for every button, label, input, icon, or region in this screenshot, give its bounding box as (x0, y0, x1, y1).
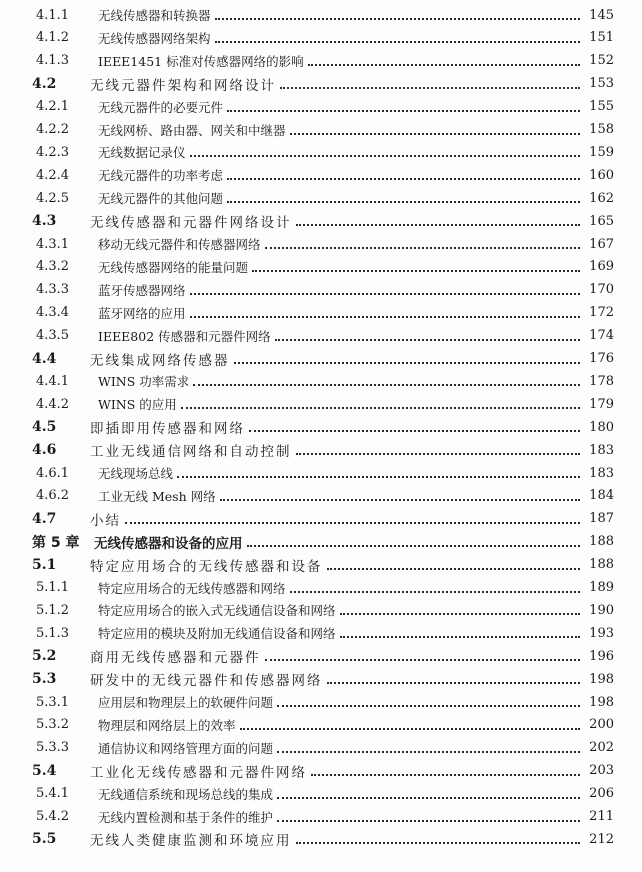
toc-entry[interactable] (0, 96, 642, 118)
toc-entry-page-number: 203 (589, 763, 614, 779)
toc-dot-leader (280, 87, 580, 89)
toc-entry[interactable] (0, 554, 642, 576)
toc-entry-page-number: 170 (589, 282, 614, 298)
toc-dot-leader (327, 568, 581, 570)
toc-dot-leader (227, 178, 580, 180)
toc-entry-title: 无线现场总线 (98, 466, 174, 481)
toc-entry-title: 特定应用的模块及附加无线通信设备和网络 (98, 626, 336, 642)
toc-entry-title: 无线元器件的功率考虑 (98, 168, 224, 184)
toc-entry-number: 4.3 (32, 213, 57, 230)
toc-dot-leader (290, 591, 580, 593)
toc-entry[interactable] (0, 141, 642, 163)
toc-entry-title: 无线传感器和元器件网络设计 (90, 215, 292, 232)
toc-entry-number: 5.5 (32, 831, 57, 848)
toc-entry-number: 5.4 (32, 762, 57, 779)
toc-entry-page-number: 145 (589, 7, 614, 23)
toc-entry-number: 4.3.3 (36, 282, 70, 298)
toc-entry-number: 4.5 (32, 419, 57, 436)
toc-entry-page-number: 152 (589, 53, 614, 69)
toc-entry-number: 4.1.2 (36, 30, 70, 46)
toc-entry-title: 物理层和网络层上的效率 (98, 717, 236, 733)
toc-entry[interactable] (0, 119, 642, 141)
toc-dot-leader (193, 384, 580, 386)
toc-entry-number: 4.6.1 (36, 465, 70, 481)
toc-dot-leader (220, 499, 580, 501)
toc-entry-number: 5.1.1 (36, 580, 70, 595)
toc-entry-page-number: 211 (589, 809, 614, 824)
toc-dot-leader (296, 453, 581, 455)
toc-entry-number: 5.3.2 (36, 717, 70, 733)
toc-entry-number: 4.1.3 (36, 53, 70, 69)
toc-entry-title: 无线元器件的其他问题 (98, 191, 224, 207)
toc-entry-number: 4.3.5 (36, 328, 70, 344)
toc-entry-page-number: 172 (589, 305, 614, 321)
toc-entry-page-number: 174 (589, 328, 614, 344)
toc-entry-page-number: 212 (589, 831, 614, 847)
toc-dot-leader (308, 64, 580, 66)
toc-entry-title: 无线传感器网络架构 (98, 30, 211, 46)
toc-entry[interactable] (0, 187, 642, 209)
toc-entry[interactable] (0, 73, 642, 95)
toc-dot-leader (277, 751, 580, 753)
toc-entry[interactable] (0, 508, 642, 530)
toc-entry-page-number: 198 (589, 694, 614, 710)
toc-entry[interactable] (0, 645, 642, 667)
toc-entry-page-number: 187 (589, 511, 614, 527)
toc-dot-leader (252, 270, 580, 272)
toc-entry-page-number: 198 (589, 671, 614, 687)
toc-entry[interactable] (0, 828, 642, 850)
toc-entry[interactable] (0, 462, 642, 484)
toc-dot-leader (190, 316, 580, 318)
toc-entry-title: 无线内置检测和基于条件的维护 (98, 809, 274, 825)
toc-entry[interactable] (0, 256, 642, 278)
toc-entry-title: 特定应用场合的无线传感器和网络 (98, 580, 286, 596)
toc-dot-leader (277, 820, 580, 822)
toc-dot-leader (340, 636, 580, 638)
toc-entry-number: 4.1.1 (36, 7, 70, 23)
toc-entry[interactable] (0, 348, 642, 370)
toc-dot-leader (296, 224, 581, 226)
toc-entry-number: 4.2.5 (36, 190, 70, 206)
toc-entry-number: 4.6 (32, 442, 57, 459)
toc-entry[interactable] (0, 531, 642, 553)
toc-entry-title: 无线元器件的必要元件 (98, 99, 224, 115)
toc-entry-title: 工业无线通信网络和自动控制 (90, 444, 292, 461)
toc-entry-page-number: 178 (589, 373, 614, 389)
toc-entry-title: 无线元器件架构和网络设计 (90, 77, 276, 94)
toc-entry-page-number: 202 (589, 740, 614, 756)
toc-entry-page-number: 155 (589, 99, 614, 115)
toc-entry-page-number: 180 (589, 419, 614, 435)
toc-entry[interactable] (0, 210, 642, 232)
toc-entry[interactable] (0, 27, 642, 49)
toc-entry[interactable] (0, 370, 642, 392)
toc-dot-leader (177, 476, 580, 478)
toc-entry-page-number: 200 (589, 717, 614, 733)
toc-entry-page-number: 188 (589, 557, 614, 573)
toc-entry-number: 4.2 (32, 75, 57, 92)
toc-entry-page-number: 153 (589, 76, 614, 92)
toc-entry-number: 4.4 (32, 350, 57, 367)
toc-entry-page-number: 184 (589, 488, 614, 504)
toc-entry-number: 4.4.1 (36, 373, 70, 389)
toc-dot-leader (311, 774, 580, 776)
toc-entry-page-number: 151 (589, 30, 614, 46)
toc-entry-title: 研发中的无线元器件和传感器网络 (90, 673, 323, 690)
toc-entry[interactable] (0, 485, 642, 507)
toc-entry[interactable] (0, 622, 642, 644)
toc-entry-number: 4.3.4 (36, 305, 70, 321)
toc-entry[interactable] (0, 599, 642, 621)
toc-entry-page-number: 196 (589, 648, 614, 664)
toc-entry-title: 蓝牙网络的应用 (98, 305, 186, 321)
toc-entry-page-number: 183 (589, 442, 614, 458)
toc-entry-page-number: 188 (589, 534, 614, 550)
toc-entry-number: 5.2 (32, 648, 57, 665)
toc-entry-page-number: 183 (589, 465, 614, 481)
toc-dot-leader (296, 842, 581, 844)
toc-entry[interactable] (0, 668, 642, 690)
toc-dot-leader (340, 613, 580, 615)
toc-entry[interactable] (0, 806, 642, 828)
toc-entry-title: IEEE802 传感器和元器件网络 (98, 328, 271, 344)
toc-entry-page-number: 159 (589, 144, 614, 160)
toc-entry-page-number: 162 (589, 190, 614, 206)
toc-entry[interactable] (0, 4, 642, 26)
toc-dot-leader (215, 18, 580, 20)
toc-entry[interactable] (0, 783, 642, 805)
toc-entry[interactable] (0, 577, 642, 599)
toc-entry-title: 无线数据记录仪 (98, 145, 186, 161)
toc-dot-leader (277, 705, 580, 707)
toc-entry-number: 4.2.3 (36, 144, 70, 160)
toc-entry-number: 5.4.2 (36, 809, 70, 824)
toc-dot-leader (190, 155, 580, 157)
toc-entry-page-number: 165 (589, 213, 614, 229)
toc-dot-leader (277, 797, 580, 799)
toc-entry-title: 无线通信系统和现场总线的集成 (98, 786, 274, 802)
toc-entry-page-number: 189 (589, 580, 614, 595)
toc-entry-title: 通信协议和网络管理方面的问题 (98, 740, 274, 756)
toc-entry-number: 4.3.1 (36, 236, 70, 252)
toc-entry-number: 4.2.1 (36, 99, 70, 115)
toc-dot-leader (227, 201, 580, 203)
toc-entry-page-number: 167 (589, 236, 614, 252)
toc-entry[interactable] (0, 737, 642, 759)
toc-entry-title: 商用无线传感器和元器件 (90, 650, 261, 667)
toc-entry[interactable] (0, 691, 642, 713)
toc-dot-leader (265, 247, 580, 249)
toc-entry-title: 工业无线 Mesh 网络 (98, 488, 216, 504)
toc-entry-number: 5.3.3 (36, 740, 70, 756)
toc-entry[interactable] (0, 760, 642, 782)
toc-dot-leader (275, 339, 580, 341)
toc-entry-page-number: 193 (589, 625, 614, 641)
toc-entry-title: 蓝牙传感器网络 (98, 282, 186, 298)
toc-entry-page-number: 158 (589, 122, 614, 137)
toc-entry-title: 无线人类健康监测和环境应用 (90, 833, 292, 850)
toc-entry[interactable] (0, 279, 642, 301)
toc-entry[interactable] (0, 393, 642, 415)
toc-dot-leader (327, 682, 581, 684)
toc-entry-number: 5.1.2 (36, 602, 70, 618)
toc-entry-title: 无线网桥、路由器、网关和中继器 (98, 122, 286, 138)
toc-entry-title: IEEE1451 标准对传感器网络的影响 (98, 53, 304, 69)
toc-entry-number: 4.7 (32, 510, 57, 527)
toc-entry-title: 应用层和物理层上的软硬件问题 (98, 695, 274, 710)
toc-entry-page-number: 206 (589, 786, 614, 802)
toc-entry[interactable] (0, 714, 642, 736)
toc-entry-number: 5.1 (32, 556, 57, 573)
toc-dot-leader (247, 545, 581, 547)
toc-entry-title: 无线传感器和设备的应用 (94, 535, 243, 552)
toc-entry-title: 特定应用场合的嵌入式无线通信设备和网络 (98, 603, 336, 619)
toc-dot-leader (249, 430, 580, 432)
toc-dot-leader (227, 110, 580, 112)
toc-entry[interactable] (0, 302, 642, 324)
toc-entry-title: 小结 (90, 512, 121, 529)
toc-entry-number: 5.4.1 (36, 786, 70, 802)
toc-entry-number: 4.2.4 (36, 167, 70, 183)
toc-entry-title: 无线传感器和转换器 (98, 8, 211, 23)
toc-entry-title: WINS 的应用 (98, 397, 177, 413)
toc-entry-number: 第 5 章 (32, 534, 80, 551)
toc-dot-leader (290, 133, 580, 135)
toc-entry-title: WINS 功率需求 (98, 374, 190, 390)
toc-entry-page-number: 160 (589, 167, 614, 183)
toc-entry-number: 5.3.1 (36, 694, 70, 710)
toc-entry-page-number: 179 (589, 396, 614, 412)
toc-entry-number: 4.3.2 (36, 259, 70, 275)
toc-entry-title: 无线传感器网络的能量问题 (98, 259, 249, 275)
toc-dot-leader (190, 293, 580, 295)
toc-dot-leader (125, 522, 580, 524)
toc-dot-leader (240, 728, 580, 730)
toc-entry-number: 4.4.2 (36, 396, 70, 412)
toc-entry[interactable] (0, 416, 642, 438)
toc-entry-title: 移动无线元器件和传感器网络 (98, 237, 261, 252)
toc-dot-leader (265, 659, 581, 661)
toc-entry[interactable] (0, 233, 642, 255)
toc-entry[interactable] (0, 50, 642, 72)
toc-entry-title: 无线集成网络传感器 (90, 352, 230, 369)
toc-entry-page-number: 176 (589, 351, 614, 366)
toc-entry[interactable] (0, 439, 642, 461)
toc-entry-page-number: 190 (589, 602, 614, 618)
toc-entry[interactable] (0, 164, 642, 186)
toc-entry-number: 4.2.2 (36, 122, 70, 137)
toc-entry-number: 5.1.3 (36, 625, 70, 641)
toc-dot-leader (181, 407, 580, 409)
toc-dot-leader (215, 41, 580, 43)
toc-dot-leader (234, 362, 581, 364)
toc-entry-number: 5.3 (32, 671, 57, 688)
toc-entry[interactable] (0, 325, 642, 347)
toc-entry-number: 4.6.2 (36, 488, 70, 504)
toc-entry-title: 特定应用场合的无线传感器和设备 (90, 558, 323, 575)
toc-entry-page-number: 169 (589, 259, 614, 275)
toc-entry-title: 即插即用传感器和网络 (90, 421, 245, 438)
toc-entry-title: 工业化无线传感器和元器件网络 (90, 764, 307, 781)
